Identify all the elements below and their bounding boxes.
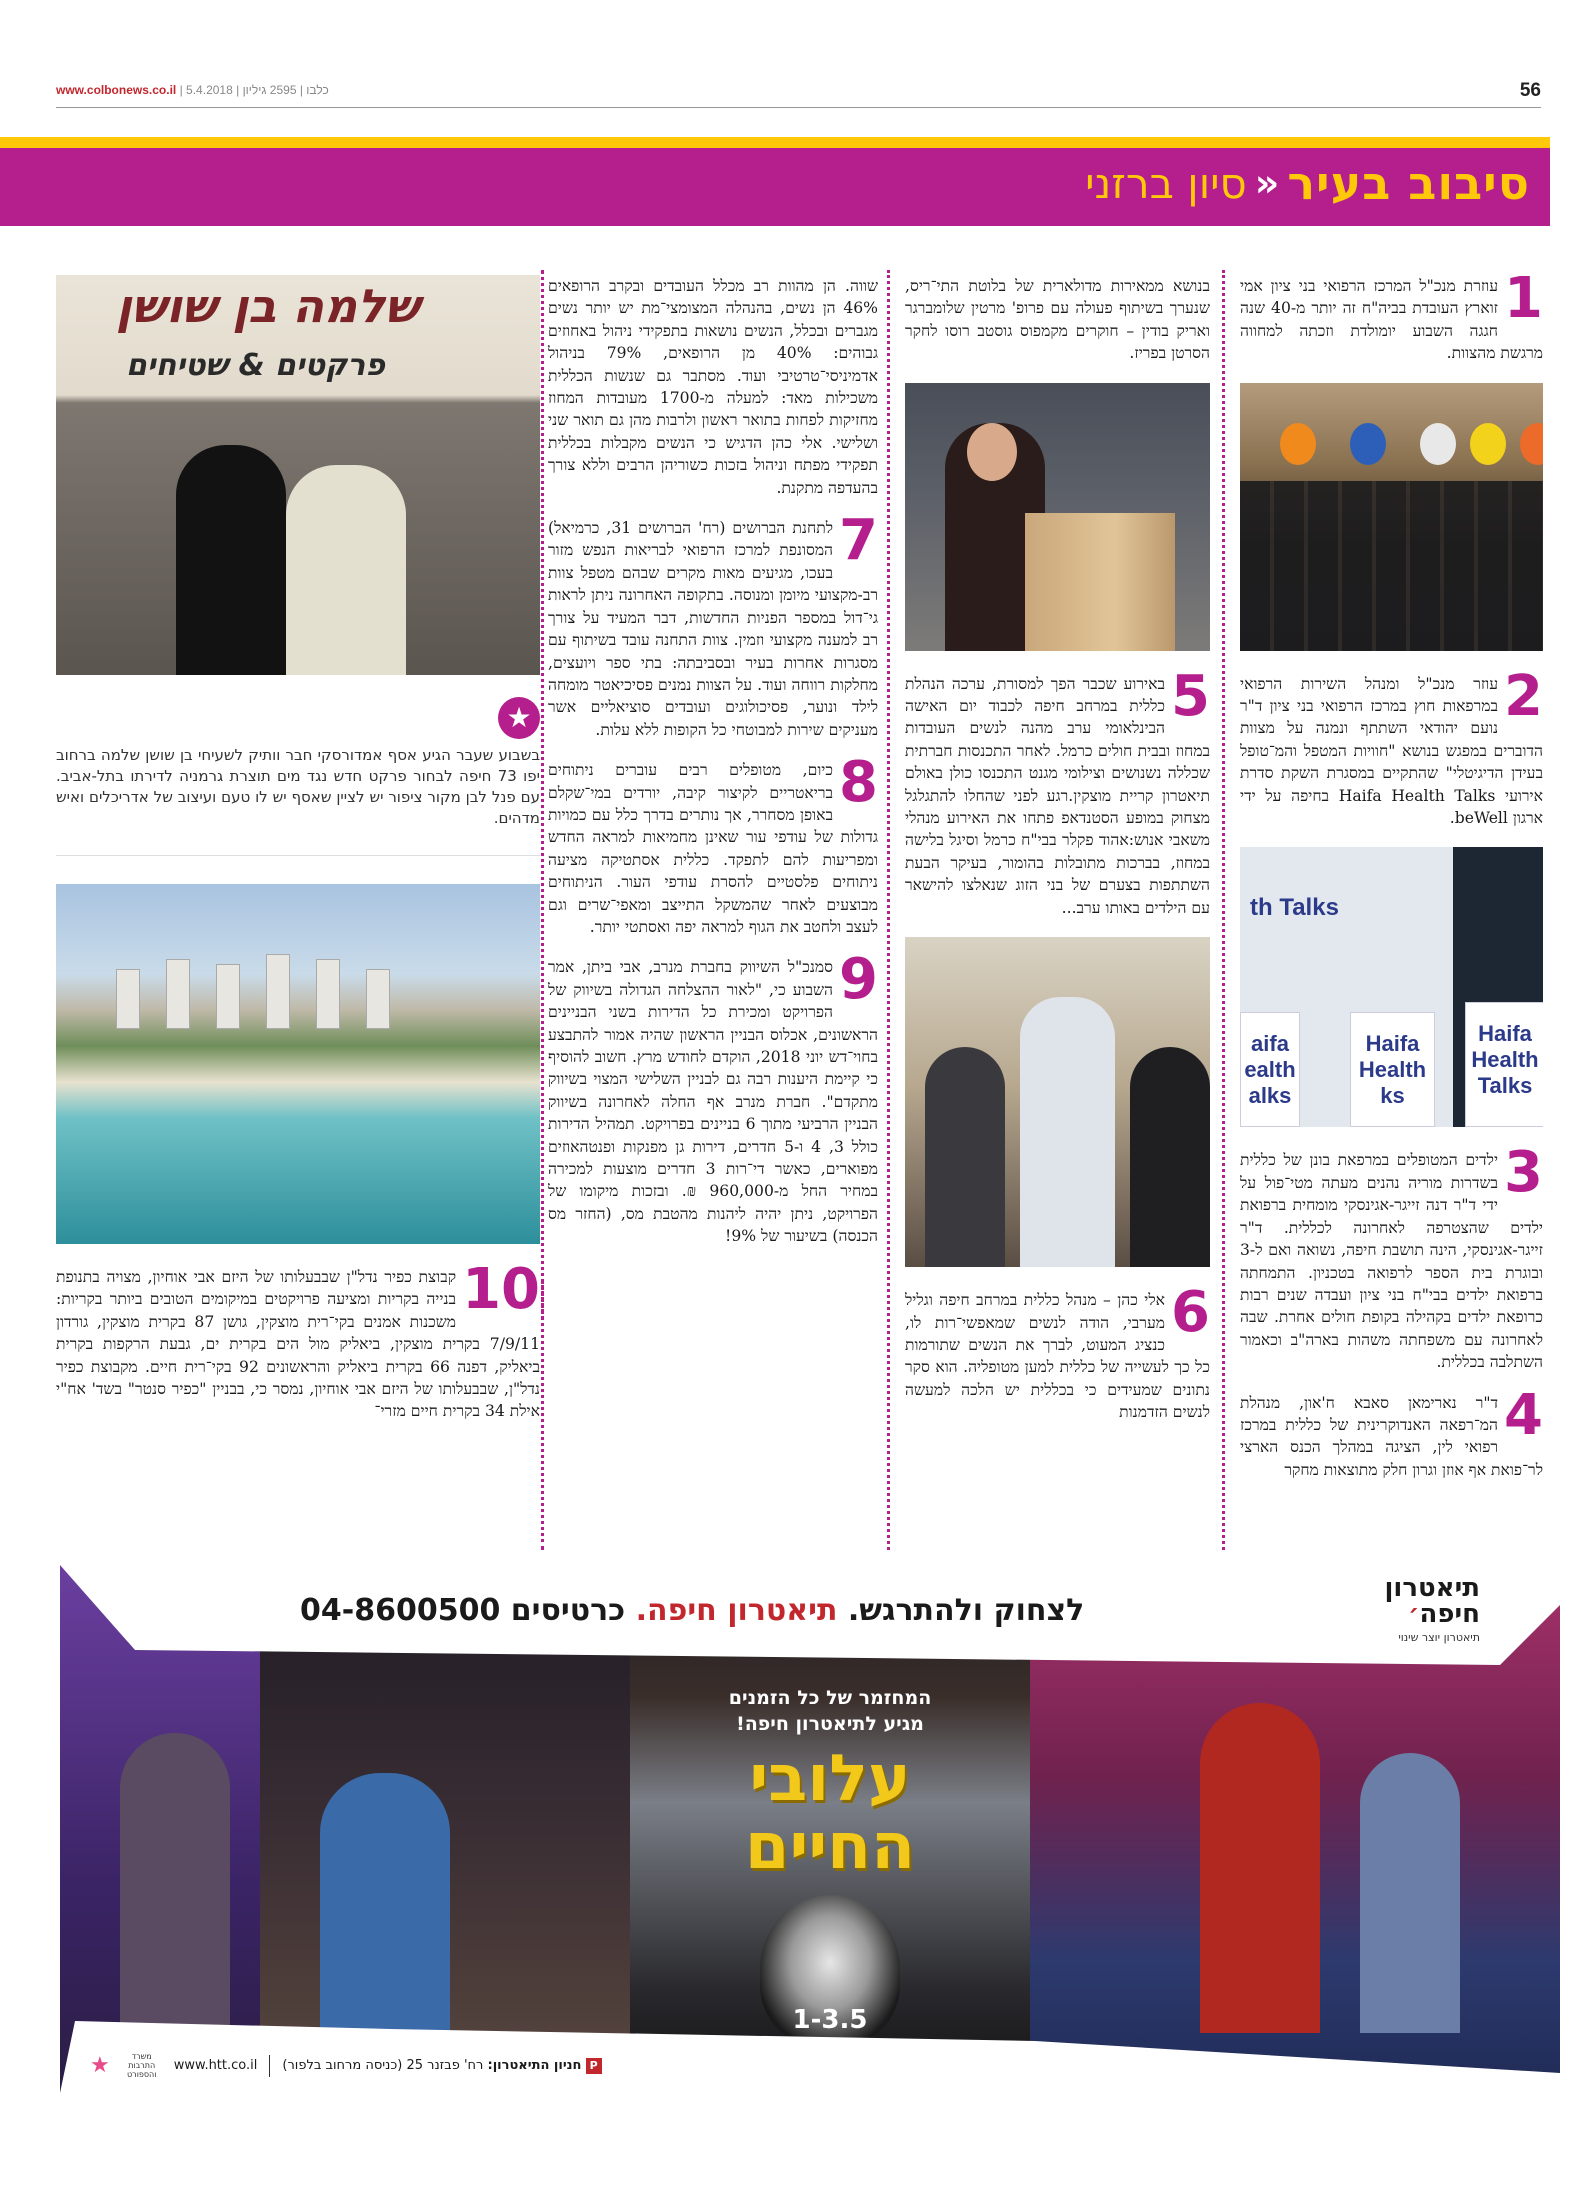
item-number: 2 <box>1504 663 1543 729</box>
shop-sign: שלמה בן שושן <box>116 279 420 333</box>
item-number: 8 <box>839 750 878 816</box>
photo-birthday-celebration <box>1240 383 1543 651</box>
item-text: קבוצת כפיר נדל"ן שבבעלותו של היזם אבי אוחיון, מצויה בתנופת בנייה בקריות ומציעה פרויקטים במיקומים הטובים ביותר בקריות: משכנות אמנים בקי־רית מוצקין, גושן 87 בקרית מוצקין, גורדון 7/9/11 בקרית מוצקין, ביאליק מול הים בקרית ים, גבעת הרקפות בקרית ביאליק, דפנה 66 בקרית ביאליק והראשונים 92 בקי־רית חיים. מקבוצת כפיר נדל"ן, שבבעלותו של היזם אבי אוחיון, נמסר כי, בבניין "כפיר סנטר" בשד' אח"י אילת 34 בקרית חיים מזרי־ <box>56 1268 540 1421</box>
item-number: 9 <box>839 947 878 1013</box>
parking-icon: P <box>586 2058 602 2074</box>
item-number: 5 <box>1171 663 1210 729</box>
photo-three-people <box>905 937 1210 1267</box>
column-3 <box>548 275 878 1266</box>
item-text: לתחנת הברושים (רח' הברושים 31, כרמיאל) המסונפת למרכז הרפואי לבריאות הנפש מזור בעכו, מגיעים מאות מקרים שבהם מטפל צוות רב-מקצועי מיומן ומנוסה. בתקופה האחרונה ניתן לראות גי־דול במספר הפניות החדשות, דבר המעיד על צורך רב למענה מקצועי וזמין. צוות התחנה עובד בשיתוף עם מסגרות אחרות בעיר ובסביבתה: בתי ספר ויועצים, מחלקות רווחה ועוד. על הצוות נמנים פסיכיאטר מומחה לילד ונוער, פסיכולוגים ועובדים סוציאליים אשר מעניקים שירות למבוטחי כל הקופות ללא עלות. <box>548 519 878 739</box>
item-text: ילדים המטופלים במרפאת בונן של כללית בשדרות מוריה נהנים מעתה מטי־פול על ידי ד"ר דנה זייגר-אגינסקי מומחית ברפואת ילדים שהצטרפה לאחרונה לכללית. ד"ר זייגר-אגינסקי, הינה תושבת חיפה, נשואה ואם ל-3 ובוגרת בית הספר לרפואה בטכניון. התמחתה ברפואת ילדים בבי"ח בני ציון ועבדה שנים רבות כרופאת ילדים בקהילה בקופת חולים אחרת. שבה לאחרונה עם משפחתה משהות בארה"ב וכאמור השתלבה בכללית. <box>1240 1151 1543 1372</box>
ad-tagline: לצחוק ולהתרגש. תיאטרון חיפה. כרטיסים 04-8600500 <box>300 1593 1085 1628</box>
news-item-4-continued <box>905 275 1210 365</box>
column-divider <box>541 270 544 1320</box>
star-item-text: בשבוע שעבר הגיע אסף אמדורסקי חבר וותיק לשעיחי בן שושן שלמה ברחוב יפו 73 חיפה לבחור פרקט חדש נגד מים תוצרת גרמניה לדירתו בתל-אביב. עם פנל לבן מקור ציפור יש לציין שאסף יש לו טעם ועיצוב של אדריכלים ואיש מדהים. <box>56 746 540 827</box>
publication-meta: www.colbonews.co.il | כלבו | 2595 גיליון | 5.4.2018 <box>56 83 329 97</box>
news-item-1 <box>1240 266 1543 365</box>
item-number: 4 <box>1504 1382 1543 1448</box>
column-1 <box>1240 266 1544 1499</box>
column-divider <box>887 270 890 1550</box>
ministry-label: משרד התרבות והספורט <box>126 2052 157 2079</box>
item-text: בנושא ממאירות מדולארית של בלוטת התי־ריס, שנערך בשיתוף פעולה עם פרופ' מרטין שלומברגר ואריק בודין – חוקרים מקמפוס גוסטב רוסו לחקר הסרטן בפריז. <box>905 277 1210 363</box>
news-item-9 <box>548 947 879 1247</box>
podium-sign: Haifa Health Talks <box>1465 1002 1543 1127</box>
news-item-2 <box>1240 663 1544 830</box>
page-header <box>56 80 1541 112</box>
issue-number: 2595 גיליון <box>242 83 297 97</box>
photo-haifa-health-talks <box>1240 847 1543 1127</box>
photo-beach-towers <box>56 884 540 1244</box>
podium-sign: Haifa Health ks <box>1350 1012 1435 1127</box>
publication-name: כלבו <box>306 83 329 97</box>
theater-website[interactable]: www.htt.co.il <box>173 2058 258 2073</box>
news-item-5 <box>905 663 1210 919</box>
poster-headline: המחזמר של כל הזמנים מגיע לתיאטרון חיפה! <box>728 1687 932 1735</box>
ad-footer <box>90 2052 602 2079</box>
banner-accent-stripe <box>0 137 1550 148</box>
section-title: סיבוב בעיר <box>1287 156 1530 210</box>
item-text: ד"ר נארימאן סאבא ח'און, מנהלת המ־רפאה האנדוקרינית של כללית במרכז רפואי לין, הציגה במהלך הכנס הארצי לר־פואת אף אוזן וגרון חלק מתוצאות מחקר <box>1240 1393 1543 1479</box>
page-number: 56 <box>1519 80 1541 101</box>
column-4 <box>56 275 540 1441</box>
news-item-6 <box>905 1280 1210 1423</box>
news-item-3 <box>1240 1140 1543 1373</box>
chevron-icon: « <box>1254 161 1280 205</box>
item-text: כיום, מטופלים רבים עוברים ניתוחים בריאטריים לקיצור קיבה, יורדים במי־שקלם באופן מסחרר, אך נותרים בדרך כלל עם כמויות גדולות של עודפי עור שאינן מחמיאות למראה החדש ומפריעות להם לתפקד. כללית אסתטיקה מציעה ניתוחים פלסטיים להסרת עודפי העור. הניתוחים מבוצעים לאחר שהמשקל התייצב ומאפי־שרים וגם לעצב ולחטב את הגוף למראה יפה ואסתטי יותר. <box>548 761 878 936</box>
item-number: 10 <box>462 1257 540 1322</box>
item-number: 7 <box>839 508 878 574</box>
item-text: אלי כהן – מנהל כללית במרחב חיפה וגליל מערבי, הודה לנשים שמאפשי־רות לו, כנציג המעוט, לברך את הנשים שתורמות כל כך לעשייה של כללית למען מטופליה. הוא סקר נתונים שמעידים כי בכללית יש הלכה למעשה לנשים הזדמנות <box>905 1291 1210 1422</box>
site-link[interactable]: www.colbonews.co.il <box>56 83 177 97</box>
photo-speaker-at-lectern <box>905 383 1210 651</box>
column-divider <box>541 1280 544 1550</box>
news-item-10 <box>56 1257 540 1423</box>
star-icon: ★ <box>498 697 540 739</box>
issue-date: 5.4.2018 <box>186 83 233 97</box>
item-text: עוזרת מנכ"ל המרכז הרפואי בני ציון אמי זוארץ העובדת בביה"ח זה יותר מ-40 שנה חגגה השבוע יומולדת וזכתה למחווה מרגשת מהצוות. <box>1240 277 1543 363</box>
news-item-8 <box>548 750 878 938</box>
news-item-6-continued <box>548 275 878 499</box>
show-dates: 1-3.5 <box>792 2005 868 2035</box>
shop-sign-sub: פרקטים & שטיחים <box>126 348 386 383</box>
item-text: באירוע שכבר הפך למסורת, ערכה הנהלת כללית במרחב חיפה לכבוד יום האישה הבינלאומי ערב מהנה לנשים העובדות במחוז ובבית חולים כרמל. לאחר התכנסות חברתית שכללה נשנושים וצילומי מגנט התכנסו כולן באולם תיאטרון קריית מוצקין.רגע לפני שהחלו להתגלגל מצחוק במופע הסטנדאפ פתחו את האירוע מנהלי משאבי אנוש:אהוד פקלר בבי"ח כרמל וסיגל בלישה במחוז, בברכות מתובלות בהומור, בעיקר הבעת השתתפות בצערם של בני הזוג שנאלצו להישאר עם הילדים באותו ערב... <box>905 674 1210 917</box>
item-number: 1 <box>1504 266 1543 331</box>
parking-info: P חניון התיאטרון: רח' פבזנר 25 (כניסה מרחוב בלפור) <box>282 2058 601 2074</box>
backdrop-text: th Talks <box>1250 894 1339 922</box>
item-text: שווה. הן מהוות רב מכלל העובדים ובקרב הרופאים 46% הן נשים, בהנהלה המצומצי־מת יש יותר נשים מגברים ובכלל, הנשים נושאות בתפקידי ניהול באחוזים גבוהים: 40% מן הרופאים, 79% בניהול אדמיניסי־טרטיבי ועוד. מסתבר גם שנשות הכללית משכילות מאד: למעלה מ-1700 מעובדות המחוז מחזיקות לפחות בתואר ראשון ולרבות מהן גם תואר שני ושלישי. אלי כהן הדגיש כי הנשים מקבלות בכללית תפקידי מפתח וניהול בזכות כשוריהן הרבים וללא צורך בהעדפה מתקנת. <box>548 277 879 497</box>
ministry-logo-icon: ★ <box>90 2053 110 2078</box>
item-text: עוזר מנכ"ל ומנהל השירות הרפואי במרפאות חוץ במרכז הרפואי בני ציון ד"ר נועם יהודאי השתתף ונמנה על מצוות הדוברים במפגש בנושא "חוויות המטפל והמ־טופל בעידן הדיגיטלי" שהתקיים במסגרת השקת סדרת אירועי Haifa Health Talks בחיפה על ידי ארגון beWell. <box>1240 674 1544 828</box>
author-name: סיון ברזני <box>1085 158 1247 208</box>
header-rule <box>56 107 1541 108</box>
podium-sign: aifa ealth alks <box>1240 1012 1300 1127</box>
haifa-theater-logo: תיאטרון חיפה׳ תיאטרון יוצר שינוי <box>1384 1573 1480 1644</box>
item-text: סמנכ"ל השיווק בחברת מנרב, אבי ביתן, אמר השבוע כי, "לאור ההצלחה הגדולה בשיווק של הפרויקט ומכירת כל הדירות בשני הבניינים הראשונים, אכלוס הבניין הראשון שהיה אמור להתבצע בחוי־דש יוני 2018, הוקדם לחודש מרץ. חשוב להוסיף כי קיימת היענות רבה גם לבניין השלישי המצוי בשיווק מתקדם". חברת מנרב אף החלה לאחרונה בשיווק הבניין הרביעי מתוך 6 בניינים בפרויקט. תמהיל הדירות כולל 3, 4 ו-5 חדרים, דירות גן מפנקות ופנטהאוזים מפוארים, כאשר די־רות 3 חדרים מוצעות למכירה במחיר החל מ-960,000 ₪. ובזכות מיקומו של הפרויקט, ניתן יהיה ליהנות מהטבת מס, (החזר מס הכנסה) בשיעור של 9%! <box>548 958 879 1246</box>
divider <box>269 2055 270 2077</box>
section-banner <box>0 148 1550 226</box>
photo-flooring-shop <box>56 275 540 675</box>
theater-advertisement[interactable] <box>60 1565 1560 2093</box>
column-2 <box>905 275 1210 1442</box>
item-number: 3 <box>1504 1140 1543 1206</box>
divider <box>56 855 540 856</box>
poster-title: עלובי החיים <box>744 1742 916 1884</box>
news-item-7 <box>548 508 878 741</box>
item-number: 6 <box>1171 1280 1210 1346</box>
column-divider <box>1222 270 1225 1550</box>
news-item-4 <box>1240 1382 1543 1482</box>
